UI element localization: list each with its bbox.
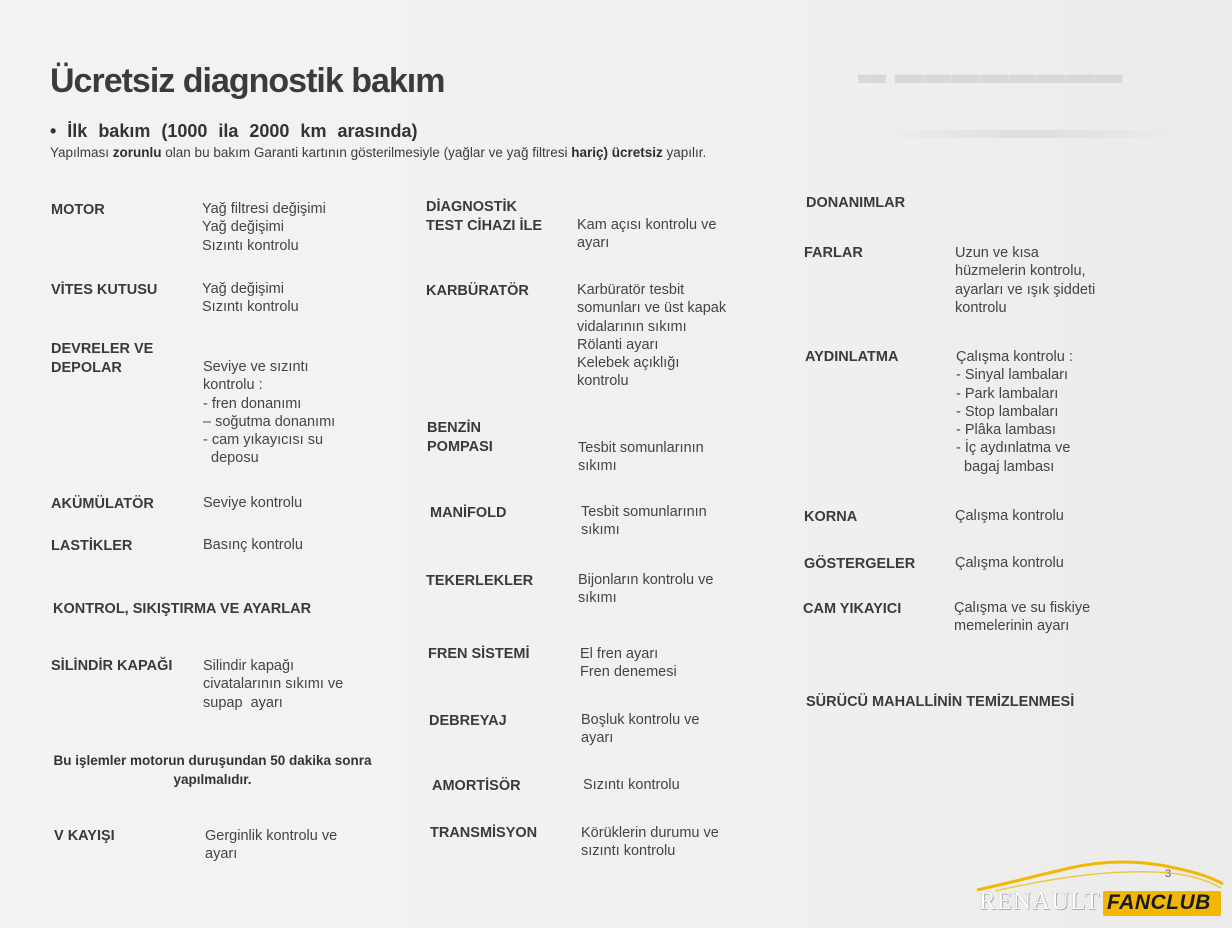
diagnostic-label: DİAGNOSTİK TEST CİHAZI İLE xyxy=(426,199,542,234)
battery-label: AKÜMÜLATÖR xyxy=(51,496,154,512)
v-belt-desc: Gerginlik kontrolu ve ayarı xyxy=(205,828,338,863)
battery-desc: Seviye kontrolu xyxy=(203,495,303,511)
renault-fanclub-logo xyxy=(975,858,1225,920)
horn-label: KORNA xyxy=(804,509,858,525)
first-maintenance-heading: • İlk bakım (1000 ila 2000 km arasında) xyxy=(50,121,418,141)
carburetor-desc: Karbüratör tesbit somunları ve üst kapak vidalarının sıkımı Rölanti ayarı Kelebek açıklığı kontrolu xyxy=(577,282,727,390)
equipment-heading: DONANIMLAR xyxy=(806,195,906,211)
wheels-desc: Bijonların kontrolu ve sıkımı xyxy=(578,572,714,607)
gauges-label: GÖSTERGELER xyxy=(804,556,916,572)
motor-label: MOTOR xyxy=(51,202,105,218)
cylinder-head-label: SİLİNDİR KAPAĞI xyxy=(51,658,173,674)
gearbox-label: VİTES KUTUSU xyxy=(51,282,158,298)
brake-system-desc: El fren ayarı Fren denemesi xyxy=(580,646,677,681)
transmission-label: TRANSMİSYON xyxy=(430,825,538,841)
lighting-label: AYDINLATMA xyxy=(805,349,899,365)
manifold-desc: Tesbit somunlarının sıkımı xyxy=(581,504,707,539)
transmission-desc: Körüklerin durumu ve sızıntı kontrolu xyxy=(581,825,719,860)
bleed-through-line xyxy=(880,130,1180,138)
manifold-label: MANİFOLD xyxy=(430,505,507,521)
gauges-desc: Çalışma kontrolu xyxy=(955,555,1064,571)
shock-absorber-desc: Sızıntı kontrolu xyxy=(583,777,680,793)
control-tightening-heading: KONTROL, SIKIŞTIRMA VE AYARLAR xyxy=(53,601,312,617)
wheels-label: TEKERLEKLER xyxy=(426,573,534,589)
motor-desc: Yağ filtresi değişimi Yağ değişimi Sızıntı kontrolu xyxy=(202,201,326,254)
clutch-label: DEBREYAJ xyxy=(429,713,507,729)
circuits-label: DEVRELER VE DEPOLAR xyxy=(51,341,154,376)
shock-absorber-label: AMORTİSÖR xyxy=(432,778,521,794)
tires-label: LASTİKLER xyxy=(51,538,133,554)
fuel-pump-label: BENZİN POMPASI xyxy=(427,420,493,455)
page-title: Ücretsiz diagnostik bakım xyxy=(50,62,445,100)
engine-rest-note: Bu işlemler motorun duruşundan 50 dakika sonra yapılmalıdır. xyxy=(53,753,372,787)
logo-brand-text: RENAULT xyxy=(979,888,1101,915)
diagnostic-desc: Kam açısı kontrolu ve ayarı xyxy=(577,217,717,252)
horn-desc: Çalışma kontrolu xyxy=(955,508,1064,524)
fuel-pump-desc: Tesbit somunlarının sıkımı xyxy=(578,440,704,475)
lighting-desc: Çalışma kontrolu : - Sinyal lambaları - Park lambaları - Stop lambaları - Plâka lambası - İç aydınlatma ve bagaj lambası xyxy=(956,349,1073,475)
v-belt-label: V KAYIŞI xyxy=(54,828,115,844)
page-number: 3 xyxy=(1165,868,1172,880)
driver-area-cleaning-heading: SÜRÜCÜ MAHALLİNİN TEMİZLENMESİ xyxy=(806,694,1075,710)
logo-club-text: FANCLUB xyxy=(1107,891,1211,914)
gearbox-desc: Yağ değişimi Sızıntı kontrolu xyxy=(202,281,299,316)
brake-system-label: FREN SİSTEMİ xyxy=(428,646,530,662)
bleed-through-text: ▬ ▬▬▬▬▬▬▬▬ xyxy=(858,58,1123,89)
tires-desc: Basınç kontrolu xyxy=(203,537,303,553)
cylinder-head-desc: Silindir kapağı civatalarının sıkımı ve supap ayarı xyxy=(203,658,344,711)
washer-desc: Çalışma ve su fiskiye memelerinin ayarı xyxy=(954,600,1091,635)
washer-label: CAM YIKAYICI xyxy=(803,601,902,617)
intro-text: Yapılması zorunlu olan bu bakım Garanti kartının gösterilmesiyle (yağlar ve yağ filtresi hariç) ücretsiz yapılır. xyxy=(50,145,707,160)
headlights-label: FARLAR xyxy=(804,245,863,261)
carburetor-label: KARBÜRATÖR xyxy=(426,283,529,299)
clutch-desc: Boşluk kontrolu ve ayarı xyxy=(581,712,700,747)
logo-club-badge xyxy=(1103,891,1221,916)
circuits-desc: Seviye ve sızıntı kontrolu : - fren donanımı – soğutma donanımı - cam yıkayıcısı su deposu xyxy=(203,359,336,467)
headlights-desc: Uzun ve kısa hüzmelerin kontrolu, ayarları ve ışık şiddeti kontrolu xyxy=(955,245,1096,316)
